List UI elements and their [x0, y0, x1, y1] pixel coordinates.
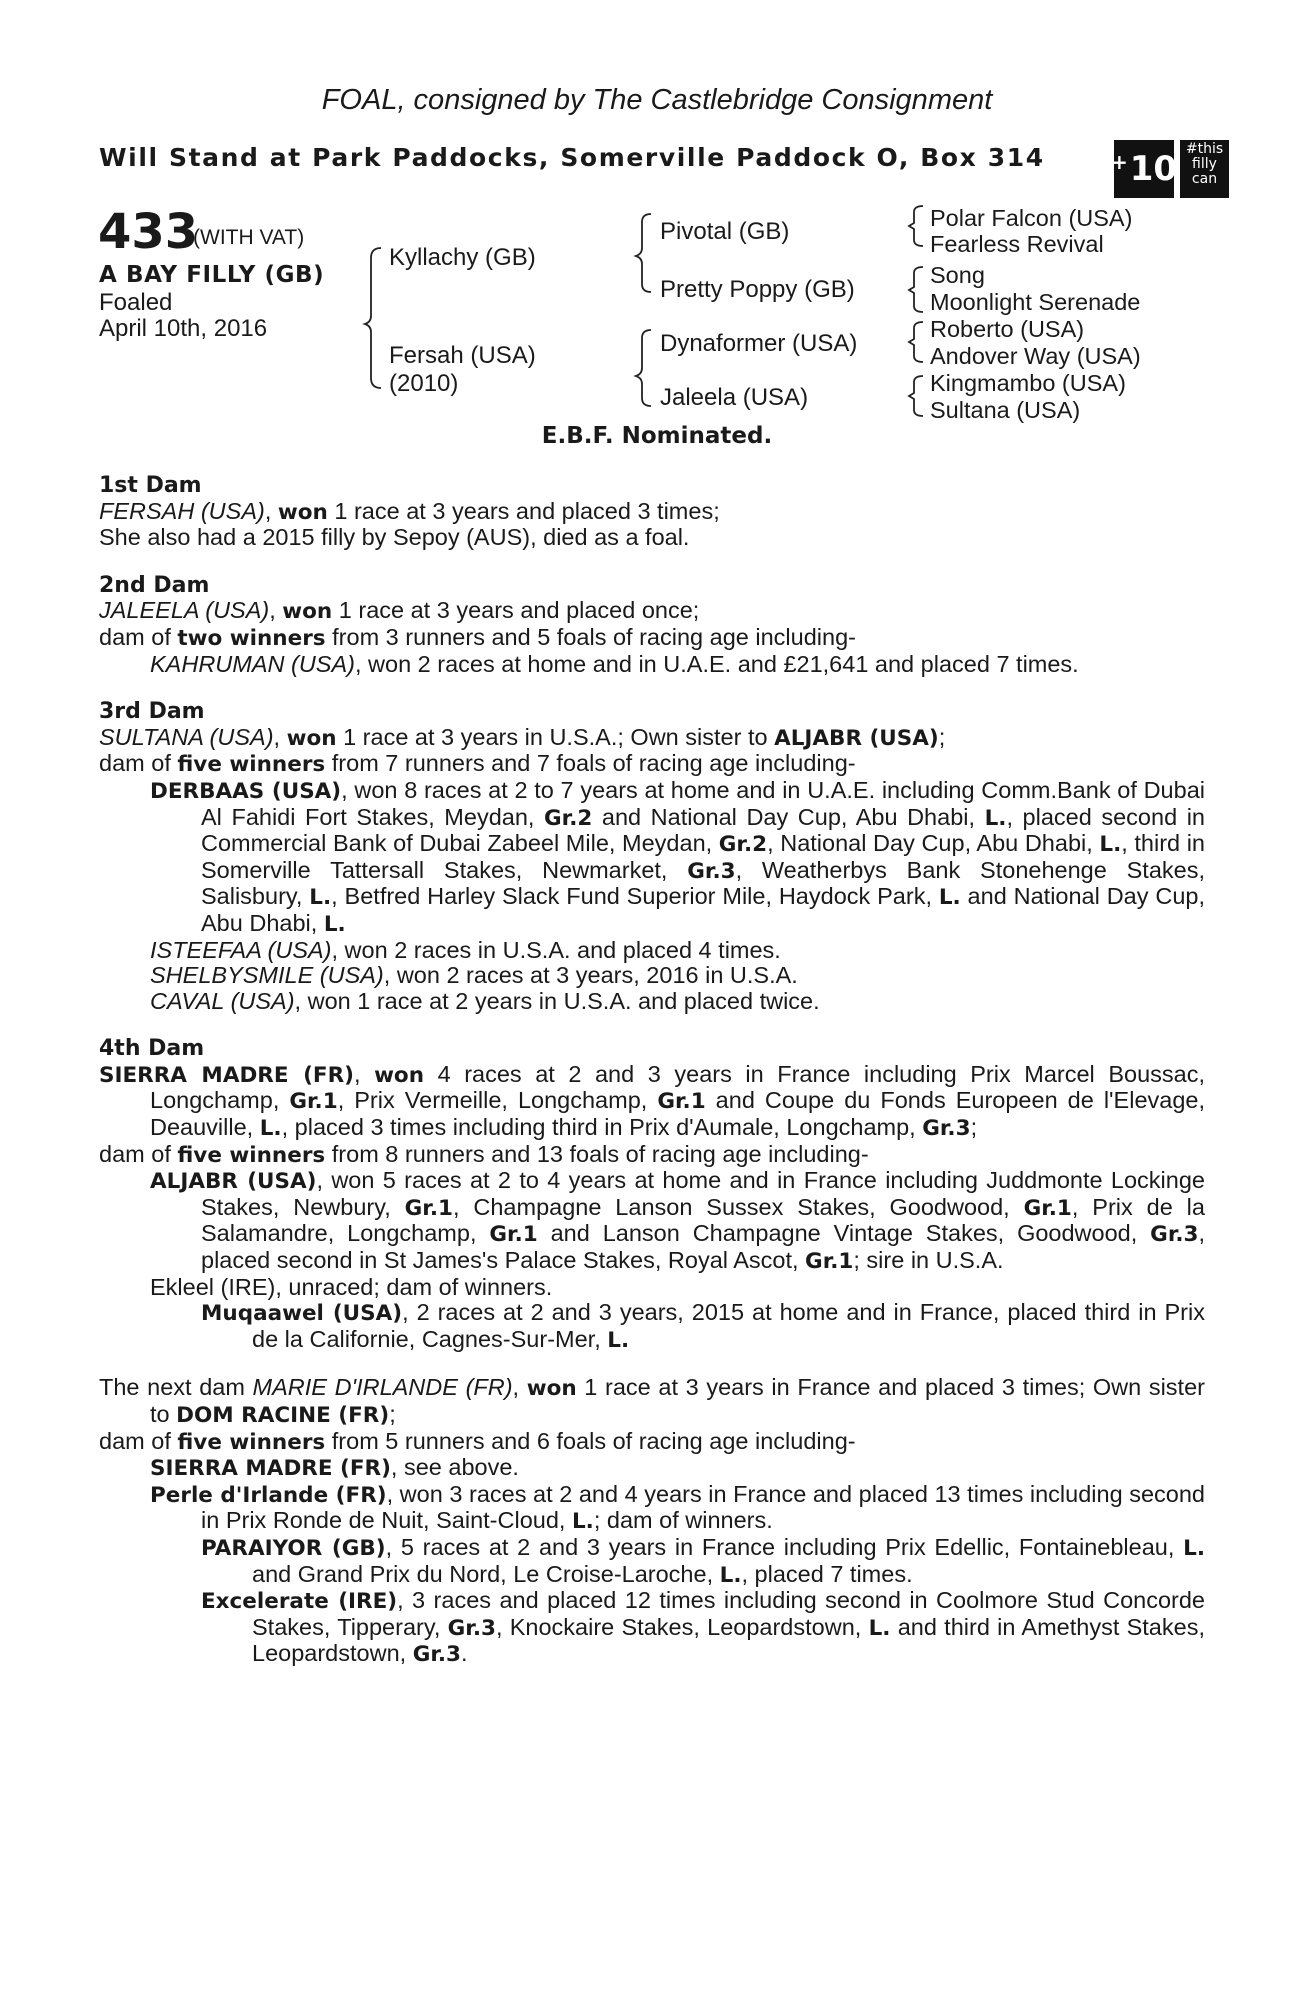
- progeny-entry: DERBAAS (USA), won 8 races at 2 to 7 years at home and in U.A.E. including Comm.Bank of Dubai Al Fahidi Fort Stakes, Meydan, Gr.2 and National Day Cup, Abu Dhabi, L., placed second in Commercial Bank of Dubai Zabeel Mile, Meydan, Gr.2, National Day Cup, Abu Dhabi, L., third in Somerville Tattersall Stakes, Newmarket, Gr.3, Weatherbys Bank Stonehenge Stakes, Salisbury, L., Betfred Harley Slack Fund Superior Mile, Haydock Park, L. and National Day Cup, Abu Dhabi, L.: [150, 776, 1206, 937]
- progeny-entry: ALJABR (USA), won 5 races at 2 to 4 years at home and in France including Juddmonte Lockinge Stakes, Newbury, Gr.1, Champagne Lanson Sussex Stakes, Goodwood, Gr.1, Prix de la Salamandre, Longchamp, Gr.1 and Lanson Champagne Vintage Stakes, Goodwood, Gr.3, placed second in St James's Palace Stakes, Royal Ascot, Gr.1; sire in U.S.A.: [150, 1167, 1206, 1275]
- stabling-location: Will Stand at Park Paddocks, Somerville Paddock O, Box 314: [99, 143, 1045, 172]
- dam-year: (2010): [389, 370, 459, 397]
- second-dam-section: [99, 573, 1205, 677]
- sire-sire: Pivotal (GB): [660, 218, 790, 245]
- consignor-line: FOAL, consigned by The Castlebridge Consignment: [321, 84, 993, 116]
- vat-note: (WITH VAT): [193, 226, 305, 249]
- bracket-g3-3: [909, 322, 923, 362]
- horse-name: MARIE D'IRLANDE (FR): [252, 1374, 513, 1401]
- produce-summary: dam of two winners from 3 runners and 5 foals of racing age including-: [99, 623, 856, 651]
- horse-name: ALJABR (USA): [150, 1169, 317, 1195]
- horse-name: SIERRA MADRE (FR): [99, 1062, 354, 1088]
- bracket-gen1: [365, 248, 381, 388]
- first-dam-section: [99, 473, 1205, 551]
- horse-name: SHELBYSMILE (USA): [150, 962, 384, 989]
- horse-name: KAHRUMAN (USA): [150, 650, 355, 677]
- progeny-entry: SHELBYSMILE (USA), won 2 races at 3 years, 2016 in U.S.A.: [150, 962, 798, 989]
- g3-ancestor: Kingmambo (USA): [930, 370, 1126, 396]
- fourth-dam-section: [99, 1036, 1205, 1353]
- dam-summary: The next dam MARIE D'IRLANDE (FR), won 1 race at 3 years in France and placed 3 times; Own sister to DOM RACINE (FR);: [99, 1374, 1205, 1428]
- horse-name: SULTANA (USA): [99, 723, 274, 750]
- produce-summary: dam of five winners from 8 runners and 13 foals of racing age including-: [99, 1140, 869, 1168]
- won-label: won: [526, 1376, 577, 1402]
- progeny-entry: Perle d'Irlande (FR), won 3 races at 2 and 4 years in France and placed 13 times including second in Prix Ronde de Nuit, Saint-Cloud, L.; dam of winners.: [150, 1480, 1205, 1535]
- progeny-entry: Muqaawel (USA), 2 races at 2 and 3 years, 2015 at home and in France, placed third in Prix de la Californie, Cagnes-Sur-Mer, L.: [201, 1299, 1205, 1353]
- horse-name: ISTEEFAA (USA): [150, 936, 332, 963]
- bracket-g3-2: [909, 267, 923, 312]
- dam-name: Fersah (USA): [389, 342, 536, 369]
- section-heading: 4th Dam: [99, 1036, 205, 1062]
- plus-mark: +: [1110, 150, 1128, 174]
- ebf-nomination: E.B.F. Nominated.: [541, 423, 773, 449]
- produce-summary: dam of five winners from 7 runners and 7 foals of racing age including-: [99, 750, 856, 778]
- horse-name: Perle d'Irlande (FR): [150, 1482, 387, 1508]
- horse-name: DERBAAS (USA): [150, 778, 342, 804]
- dam-dam: Jaleela (USA): [660, 384, 809, 411]
- horse-name: SIERRA MADRE (FR): [150, 1456, 391, 1482]
- g3-ancestor: Roberto (USA): [930, 316, 1085, 342]
- progeny-entry: ISTEEFAA (USA), won 2 races in U.S.A. and placed 4 times.: [150, 936, 781, 963]
- plus10-number: 10: [1129, 149, 1178, 189]
- section-heading: 1st Dam: [99, 473, 202, 498]
- won-label: won: [277, 499, 328, 525]
- third-dam-section: [99, 699, 1205, 1014]
- progeny-entry: KAHRUMAN (USA), won 2 races at home and in U.A.E. and £21,641 and placed 7 times.: [150, 650, 1079, 677]
- bracket-g3-4: [909, 376, 923, 416]
- progeny-entry: SIERRA MADRE (FR), see above.: [150, 1454, 519, 1482]
- foaled-date: April 10th, 2016: [99, 315, 268, 342]
- next-dam-section: [99, 1375, 1205, 1668]
- won-label: won: [282, 599, 333, 625]
- progeny-entry: Excelerate (IRE), 3 races and placed 12 times including second in Coolmore Stud Concorde Stakes, Tipperary, Gr.3, Knockaire Stakes, Leopardstown, L. and third in Amethyst Stakes, Leopardstown, Gr.3.: [201, 1587, 1206, 1668]
- g3-ancestor: Fearless Revival: [930, 231, 1104, 257]
- produce-summary: dam of five winners from 5 runners and 6 foals of racing age including-: [99, 1427, 856, 1455]
- lot-number: 433: [98, 204, 199, 260]
- progeny-entry: Ekleel (IRE), unraced; dam of winners.: [150, 1273, 553, 1300]
- g3-ancestor: Polar Falcon (USA): [930, 205, 1133, 231]
- horse-name: Excelerate (IRE): [201, 1589, 398, 1615]
- sire-name: Kyllachy (GB): [389, 244, 536, 271]
- logo-tag-line: filly: [1192, 156, 1217, 172]
- progeny-entry: CAVAL (USA), won 1 race at 2 years in U.S.A. and placed twice.: [150, 987, 820, 1014]
- section-heading: 3rd Dam: [99, 699, 205, 725]
- dam-summary: SULTANA (USA), won 1 race at 3 years in U.S.A.; Own sister to ALJABR (USA);: [99, 723, 946, 751]
- produce-record: [99, 473, 1205, 1668]
- g3-ancestor: Andover Way (USA): [930, 343, 1141, 369]
- dam-summary: JALEELA (USA), won 1 race at 3 years and placed once;: [99, 597, 700, 625]
- won-label: won: [286, 725, 337, 751]
- sire-dam: Pretty Poppy (GB): [660, 276, 855, 303]
- won-label: won: [374, 1062, 425, 1088]
- produce-note: She also had a 2015 filly by Sepoy (AUS), died as a foal.: [99, 524, 690, 551]
- horse-name: FERSAH (USA): [99, 497, 265, 524]
- foaled-label: Foaled: [99, 289, 173, 316]
- dam-sire: Dynaformer (USA): [660, 330, 858, 357]
- section-heading: 2nd Dam: [99, 572, 210, 598]
- horse-name: CAVAL (USA): [150, 987, 295, 1014]
- horse-name: JALEELA (USA): [99, 597, 270, 624]
- bracket-dam: [636, 330, 651, 406]
- horse-name: PARAIYOR (GB): [201, 1535, 386, 1561]
- logo-tag-line: can: [1191, 171, 1218, 187]
- bracket-sire: [636, 214, 651, 292]
- dam-summary: FERSAH (USA), won 1 race at 3 years and placed 3 times;: [99, 497, 720, 525]
- g3-ancestor: Song: [930, 262, 985, 288]
- lot-name: A BAY FILLY (GB): [99, 262, 325, 288]
- logo-tag-line: #this: [1185, 141, 1224, 157]
- g3-ancestor: Sultana (USA): [930, 397, 1081, 423]
- horse-name: Muqaawel (USA): [201, 1301, 403, 1327]
- g3-ancestor: Moonlight Serenade: [930, 289, 1141, 315]
- bracket-g3-1: [909, 206, 923, 246]
- progeny-entry: PARAIYOR (GB), 5 races at 2 and 3 years in France including Prix Edellic, Fontainebleau, L. and Grand Prix du Nord, Le Croise-Laroche, L., placed 7 times.: [201, 1533, 1205, 1588]
- dam-summary: SIERRA MADRE (FR), won 4 races at 2 and 3 years in France including Prix Marcel Boussac, Longchamp, Gr.1, Prix Vermeille, Longchamp, Gr.1 and Coupe du Fonds Europeen de l'Elevage, Deauville, L., placed 3 times including third in Prix d'Aumale, Longchamp, Gr.3;: [99, 1060, 1205, 1142]
